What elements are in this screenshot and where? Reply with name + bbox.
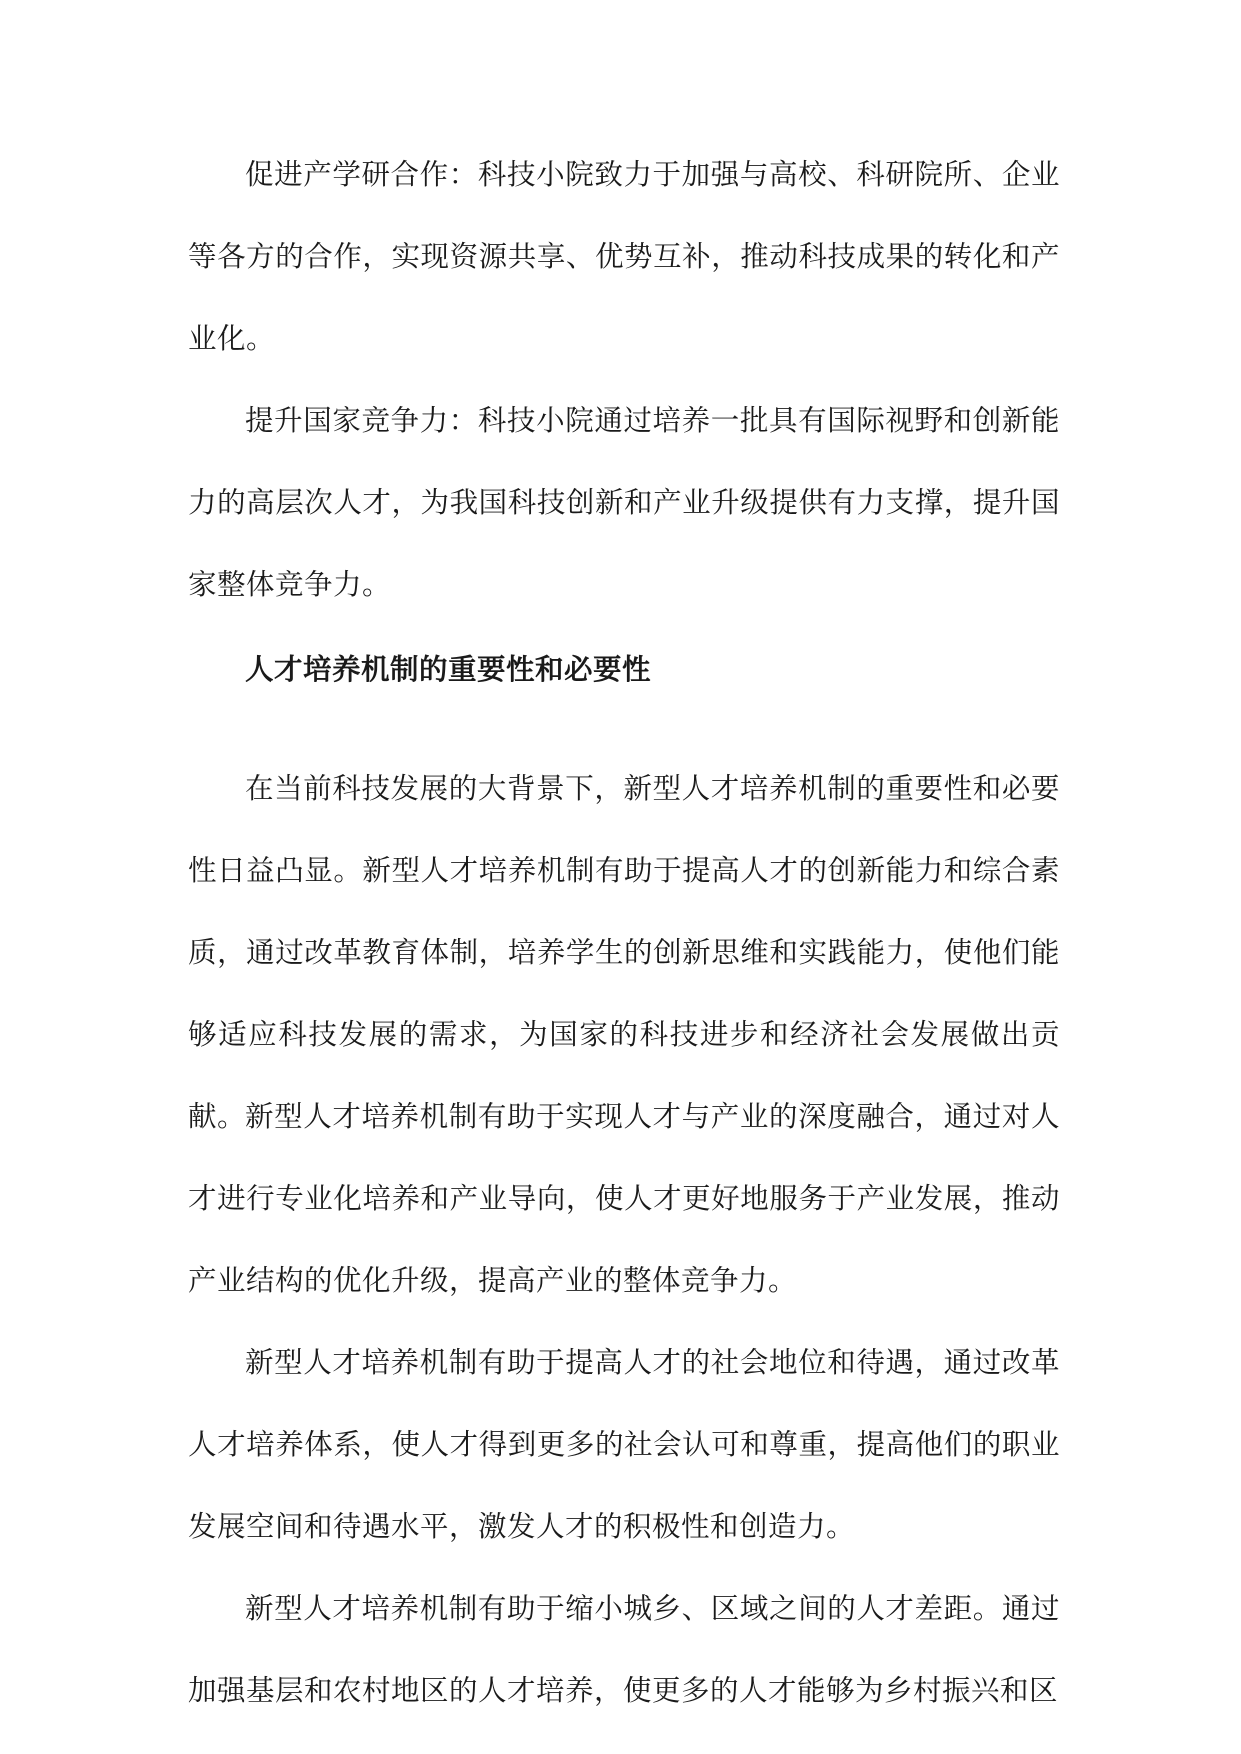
paragraph-national-competitiveness: 提升国家竞争力：科技小院通过培养一批具有国际视野和创新能力的高层次人才，为我国科技创新和产业升级提供有力支撑，提升国家整体竞争力。: [188, 404, 1060, 601]
paragraph-industry-cooperation: 促进产学研合作：科技小院致力于加强与高校、科研院所、企业等各方的合作，实现资源共享、优势互补，推动科技成果的转化和产业化。: [188, 158, 1060, 355]
paragraph-importance: 在当前科技发展的大背景下，新型人才培养机制的重要性和必要性日益凸显。新型人才培养机制有助于提高人才的创新能力和综合素质，通过改革教育体制，培养学生的创新思维和实践能力，使他们能够适应科技发展的需求，为国家的科技进步和经济社会发展做出贡献。: [188, 772, 1060, 1133]
paragraph-urban-rural-gap: 新型人才培养机制有助于缩小城乡、区域之间的人才差距。通过加强基层和农村地区的人才培养，使更多的人才能够为乡村振兴和区: [188, 1592, 1060, 1707]
paragraph-industry-integration: 新型人才培养机制有助于实现人才与产业的深度融合，通过对人才进行专业化培养和产业导向，使人才更好地服务于产业发展，推动产业结构的优化升级，提高产业的整体竞争力。: [188, 1100, 1060, 1297]
section-heading: 人才培养机制的重要性和必要性: [245, 652, 652, 686]
paragraph-social-status: 新型人才培养机制有助于提高人才的社会地位和待遇，通过改革人才培养体系，使人才得到更多的社会认可和尊重，提高他们的职业发展空间和待遇水平，激发人才的积极性和创造力。: [188, 1346, 1060, 1543]
